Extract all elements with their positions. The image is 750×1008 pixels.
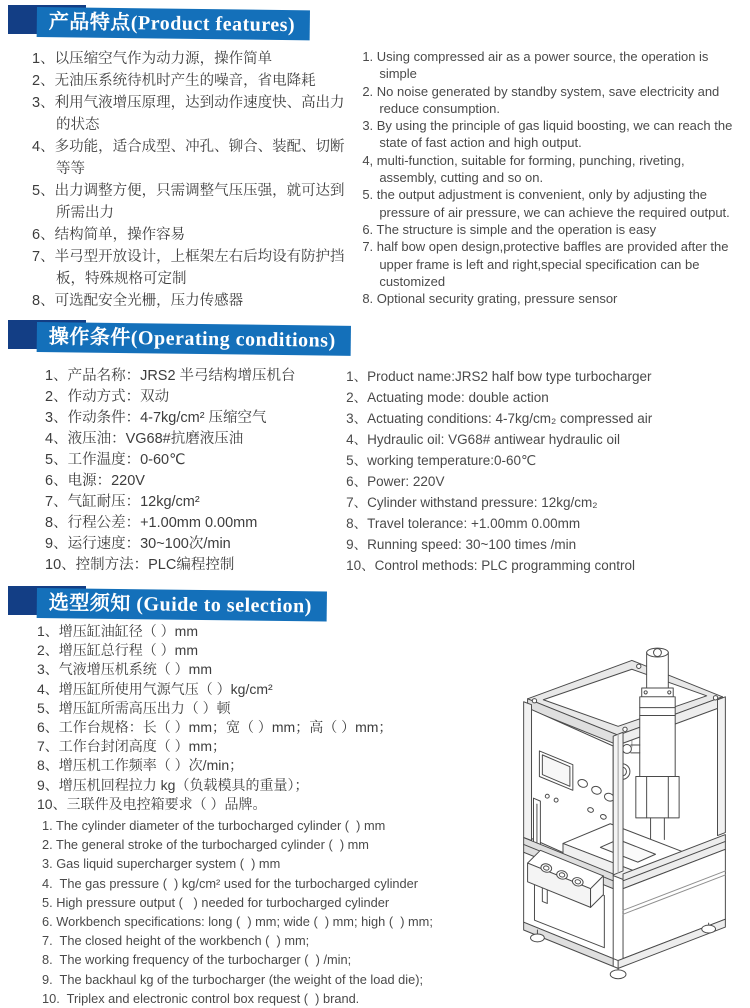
- list-item: 10、控制方法：PLC编程控制: [45, 557, 235, 573]
- foot: [702, 925, 716, 933]
- section-title: 产品特点(Product features): [48, 11, 296, 37]
- list-item: 8、增压机工作频率（ ）次/min；: [37, 757, 244, 774]
- list-item: 4、液压油：VG68#抗磨液压油: [45, 431, 244, 447]
- list-item: 1、产品名称：JRS2 半弓结构增压机台: [45, 368, 296, 384]
- list-item: 8、行程公差：+1.00mm 0.00mm: [45, 515, 258, 531]
- list-item: 7、气缸耐压：12kg/cm²: [45, 494, 200, 510]
- machine-isometric-line-drawing-icon: [502, 630, 748, 986]
- foot: [531, 934, 545, 942]
- list-item: 1、Product name:JRS2 half bow type turbocharger: [346, 369, 652, 384]
- list-item: 2、Actuating mode: double action: [346, 390, 549, 405]
- list-item: 1. The cylinder diameter of the turbocharged cylinder ( ) mm: [42, 818, 386, 834]
- feature-list-english: [358, 48, 745, 307]
- two-column-content: [8, 48, 745, 312]
- list-item: 2. No noise generated by standby system, save electricity and reduce consumption.: [362, 83, 723, 116]
- list-item: 2. The general stroke of the turbocharged cylinder ( ) mm: [42, 837, 369, 853]
- list-item: 6、Power: 220V: [346, 474, 445, 489]
- list-item: 2、无油压系统待机时产生的噪音，省电降耗: [32, 73, 316, 89]
- list-item: 5、增压缸所需高压出力（ ）顿: [37, 699, 231, 716]
- two-column-content: [8, 366, 745, 576]
- list-item: 6、电源：220V: [45, 473, 145, 489]
- header-banner: [37, 588, 327, 622]
- conditions-list-english: [344, 366, 745, 576]
- list-item: 7、半弓型开放设计，上框架左右后均设有防护挡板，特殊规格可定制: [32, 249, 345, 287]
- list-item: 4, multi-function, suitable for forming, punching, riveting, assembly, cutting and so on.: [362, 152, 689, 186]
- list-item: 1、增压缸油缸径（ ）mm: [37, 623, 198, 639]
- section-product-features: [8, 5, 745, 312]
- list-item: 6. Workbench specifications: long ( ) mm; wide ( ) mm; high ( ) mm;: [42, 914, 433, 930]
- list-item: 7、工作台封闭高度（ ）mm；: [37, 738, 226, 755]
- list-item: 10、三联件及电控箱要求（ ）品牌。: [37, 795, 267, 812]
- selection-list-chinese: [37, 622, 497, 814]
- list-item: 8. The working frequency of the turbocharger ( ) /min;: [42, 952, 352, 968]
- selection-list-english: [37, 816, 517, 1008]
- list-item: 8、可选配安全光栅，压力传感器: [32, 293, 244, 309]
- list-item: 5、working temperature:0-60℃: [346, 453, 537, 468]
- foot: [610, 970, 626, 979]
- list-item: 3、气液增压机系统（ ）mm: [37, 661, 212, 678]
- section-title: 选型须知 (Guide to selection): [48, 592, 312, 618]
- list-item: 7. half bow open design,protective baffles are provided after the upper frame is left and right,special specification can be customized: [362, 239, 733, 289]
- list-item: 3、利用气液增压原理，达到动作速度快、高出力的状态: [32, 95, 345, 133]
- list-item: 9、Running speed: 30~100 times /min: [346, 537, 577, 552]
- list-item: 4、Hydraulic oil: VG68# antiwear hydraulic oil: [346, 432, 621, 447]
- section-operating-conditions: [8, 320, 745, 576]
- list-item: 2、增压缸总行程（ ）mm: [37, 642, 198, 659]
- list-item: 7、Cylinder withstand pressure: 12kg/cm₂: [346, 495, 598, 510]
- list-item: 8. Optional security grating, pressure sensor: [362, 291, 618, 307]
- list-item: 10. Triplex and electronic control box request ( ) brand.: [42, 990, 360, 1006]
- conditions-list-chinese: [45, 366, 344, 576]
- list-item: 7. The closed height of the workbench ( ) mm;: [42, 933, 310, 949]
- list-item: 5、出力调整方便，只需调整气压压强，就可达到所需出力: [32, 183, 345, 221]
- list-item: 6. The structure is simple and the operation is easy: [362, 221, 657, 237]
- list-item: 3. By using the principle of gas liquid boosting, we can reach the state of fast action and high output.: [362, 118, 736, 151]
- list-item: 1. Using compressed air as a power source, the operation is simple: [362, 49, 713, 82]
- list-item: 5、工作温度：0-60℃: [45, 452, 186, 468]
- list-item: 10、Control methods: PLC programming control: [346, 558, 636, 573]
- list-item: 5. High pressure output ( ) needed for turbocharged cylinder: [42, 894, 390, 910]
- list-item: 5. the output adjustment is convenient, only by adjusting the pressure of air pressure, we can achieve the required output.: [362, 187, 730, 220]
- section-header: [8, 586, 745, 620]
- list-item: 1、以压缩空气作为动力源，操作简单: [32, 51, 273, 67]
- list-item: 2、作动方式：双动: [45, 389, 170, 405]
- section-header: [8, 320, 745, 354]
- header-banner: [37, 7, 311, 40]
- list-item: 4、多功能，适合成型、冲孔、铆合、装配、切断等等: [32, 139, 345, 177]
- list-item: 9、运行速度：30~100次/min: [45, 536, 231, 552]
- list-item: 3. Gas liquid supercharger system ( ) mm: [42, 856, 281, 872]
- list-item: 3、Actuating conditions: 4-7kg/cm₂ compressed air: [346, 411, 653, 426]
- section-title: 操作条件(Operating conditions): [48, 326, 336, 352]
- machine-figure: [502, 630, 748, 986]
- list-item: 8、Travel tolerance: +1.00mm 0.00mm: [346, 516, 581, 531]
- feature-list-chinese: [32, 48, 358, 312]
- list-item: 3、作动条件：4-7kg/cm² 压缩空气: [45, 410, 267, 426]
- header-banner: [37, 322, 351, 356]
- list-item: 9. The backhaul kg of the turbocharger (the weight of the load die);: [42, 971, 424, 987]
- list-item: 4、增压缸所使用气源气压（ ）kg/cm²: [37, 680, 273, 697]
- list-item: 6、工作台规格：长（ ）mm；宽（ ）mm；高（ ）mm；: [37, 719, 393, 736]
- section-header: [8, 5, 745, 39]
- list-item: 9、增压机回程拉力 kg（负载模具的重量）；: [37, 776, 309, 793]
- list-item: 6、结构简单，操作容易: [32, 227, 186, 243]
- list-item: 4. The gas pressure ( ) kg/cm² used for the turbocharged cylinder: [42, 875, 419, 891]
